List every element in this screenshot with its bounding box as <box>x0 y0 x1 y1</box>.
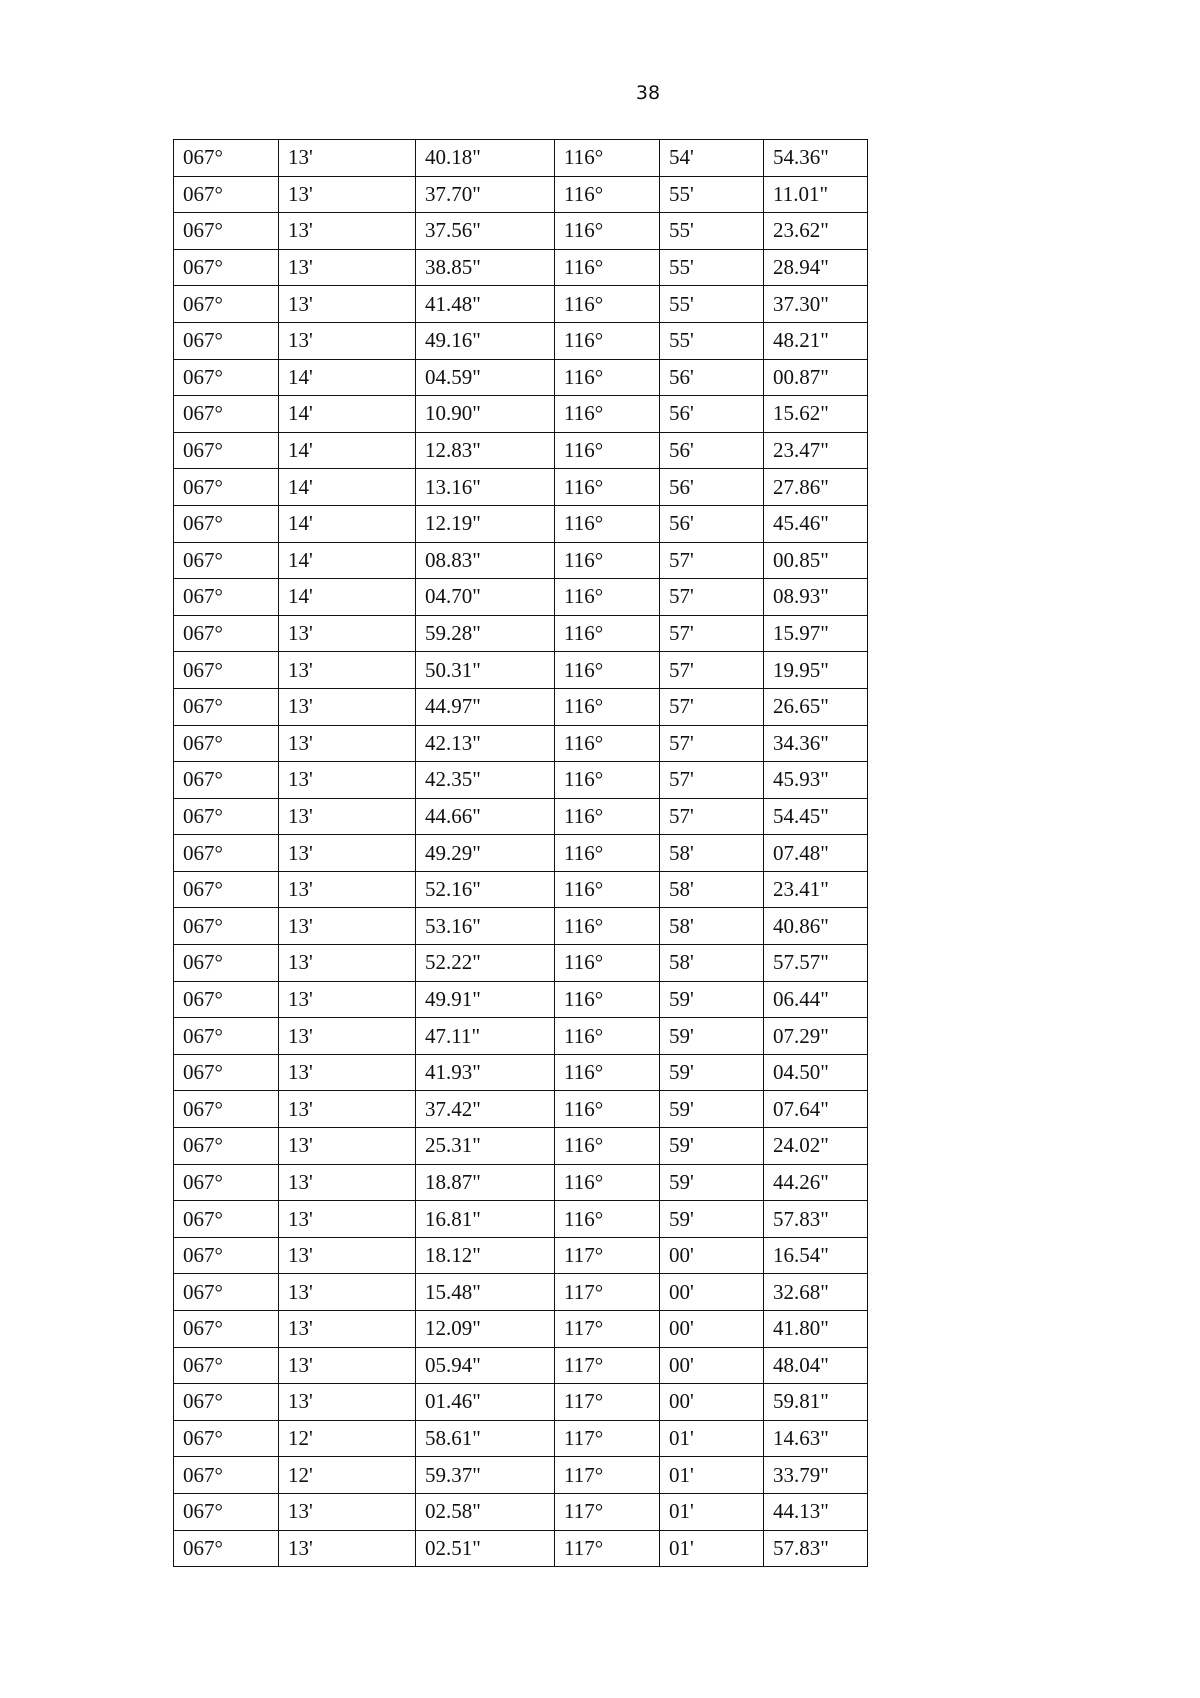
lat-minutes-cell: 13' <box>279 1384 416 1421</box>
coordinates-table <box>173 139 868 1567</box>
lon-seconds-cell: 23.47" <box>764 432 868 469</box>
lat-seconds-cell: 49.29" <box>416 835 555 872</box>
lat-degrees-cell: 067° <box>174 176 279 213</box>
lat-minutes-cell: 14' <box>279 396 416 433</box>
lon-minutes-cell: 57' <box>660 762 764 799</box>
lon-minutes-cell: 55' <box>660 213 764 250</box>
lon-minutes-cell: 57' <box>660 615 764 652</box>
lon-minutes-cell: 01' <box>660 1457 764 1494</box>
lat-degrees-cell: 067° <box>174 1420 279 1457</box>
lat-seconds-cell: 53.16" <box>416 908 555 945</box>
lat-degrees-cell: 067° <box>174 322 279 359</box>
lat-degrees-cell: 067° <box>174 652 279 689</box>
lat-minutes-cell: 13' <box>279 213 416 250</box>
table-row <box>174 908 868 945</box>
table-row <box>174 798 868 835</box>
lat-minutes-cell: 13' <box>279 981 416 1018</box>
lon-seconds-cell: 34.36" <box>764 725 868 762</box>
lon-seconds-cell: 07.29" <box>764 1018 868 1055</box>
lat-degrees-cell: 067° <box>174 725 279 762</box>
lat-degrees-cell: 067° <box>174 396 279 433</box>
table-row <box>174 1201 868 1238</box>
table-row <box>174 322 868 359</box>
lat-seconds-cell: 08.83" <box>416 542 555 579</box>
lat-seconds-cell: 12.09" <box>416 1311 555 1348</box>
lat-seconds-cell: 41.93" <box>416 1054 555 1091</box>
table-row <box>174 1128 868 1165</box>
lon-degrees-cell: 116° <box>555 1128 660 1165</box>
lon-minutes-cell: 55' <box>660 322 764 359</box>
lon-degrees-cell: 116° <box>555 615 660 652</box>
table-row <box>174 1457 868 1494</box>
table-row <box>174 140 868 177</box>
lon-degrees-cell: 116° <box>555 871 660 908</box>
lat-degrees-cell: 067° <box>174 1164 279 1201</box>
lon-minutes-cell: 58' <box>660 908 764 945</box>
lat-minutes-cell: 14' <box>279 469 416 506</box>
table-row <box>174 1237 868 1274</box>
lon-seconds-cell: 48.21" <box>764 322 868 359</box>
lon-minutes-cell: 00' <box>660 1311 764 1348</box>
lat-seconds-cell: 49.91" <box>416 981 555 1018</box>
lon-minutes-cell: 00' <box>660 1347 764 1384</box>
lat-seconds-cell: 01.46" <box>416 1384 555 1421</box>
table-row <box>174 505 868 542</box>
lon-degrees-cell: 116° <box>555 981 660 1018</box>
lat-seconds-cell: 15.48" <box>416 1274 555 1311</box>
lat-degrees-cell: 067° <box>174 505 279 542</box>
lat-minutes-cell: 13' <box>279 286 416 323</box>
lon-seconds-cell: 32.68" <box>764 1274 868 1311</box>
lon-minutes-cell: 54' <box>660 140 764 177</box>
lat-minutes-cell: 13' <box>279 688 416 725</box>
lon-seconds-cell: 00.85" <box>764 542 868 579</box>
lat-minutes-cell: 13' <box>279 1311 416 1348</box>
lon-degrees-cell: 116° <box>555 1201 660 1238</box>
lon-seconds-cell: 57.83" <box>764 1530 868 1567</box>
lat-seconds-cell: 44.97" <box>416 688 555 725</box>
table-row <box>174 1274 868 1311</box>
lon-minutes-cell: 59' <box>660 1164 764 1201</box>
table-row <box>174 286 868 323</box>
lon-seconds-cell: 19.95" <box>764 652 868 689</box>
lon-seconds-cell: 59.81" <box>764 1384 868 1421</box>
lat-degrees-cell: 067° <box>174 1274 279 1311</box>
lat-minutes-cell: 14' <box>279 542 416 579</box>
lat-seconds-cell: 04.59" <box>416 359 555 396</box>
lat-minutes-cell: 13' <box>279 652 416 689</box>
lon-minutes-cell: 57' <box>660 542 764 579</box>
lon-seconds-cell: 06.44" <box>764 981 868 1018</box>
lat-seconds-cell: 02.51" <box>416 1530 555 1567</box>
table-row <box>174 542 868 579</box>
table-row <box>174 1164 868 1201</box>
lat-seconds-cell: 49.16" <box>416 322 555 359</box>
lat-seconds-cell: 02.58" <box>416 1493 555 1530</box>
table-row <box>174 396 868 433</box>
lon-degrees-cell: 116° <box>555 908 660 945</box>
lon-degrees-cell: 116° <box>555 176 660 213</box>
lon-degrees-cell: 116° <box>555 432 660 469</box>
lon-seconds-cell: 00.87" <box>764 359 868 396</box>
lat-degrees-cell: 067° <box>174 579 279 616</box>
lat-minutes-cell: 13' <box>279 615 416 652</box>
lon-minutes-cell: 57' <box>660 652 764 689</box>
lat-seconds-cell: 18.12" <box>416 1237 555 1274</box>
lat-seconds-cell: 13.16" <box>416 469 555 506</box>
lat-degrees-cell: 067° <box>174 286 279 323</box>
lon-minutes-cell: 01' <box>660 1420 764 1457</box>
lat-seconds-cell: 12.83" <box>416 432 555 469</box>
table-row <box>174 432 868 469</box>
lat-seconds-cell: 04.70" <box>416 579 555 616</box>
lon-seconds-cell: 48.04" <box>764 1347 868 1384</box>
lat-seconds-cell: 37.56" <box>416 213 555 250</box>
lat-degrees-cell: 067° <box>174 469 279 506</box>
lat-degrees-cell: 067° <box>174 1054 279 1091</box>
table-row <box>174 688 868 725</box>
lon-seconds-cell: 44.26" <box>764 1164 868 1201</box>
lat-degrees-cell: 067° <box>174 798 279 835</box>
lon-degrees-cell: 117° <box>555 1493 660 1530</box>
lon-seconds-cell: 44.13" <box>764 1493 868 1530</box>
lon-minutes-cell: 56' <box>660 505 764 542</box>
table-row <box>174 1311 868 1348</box>
lon-degrees-cell: 116° <box>555 542 660 579</box>
lat-degrees-cell: 067° <box>174 1311 279 1348</box>
lat-minutes-cell: 14' <box>279 359 416 396</box>
lat-seconds-cell: 59.37" <box>416 1457 555 1494</box>
lat-seconds-cell: 12.19" <box>416 505 555 542</box>
lat-minutes-cell: 13' <box>279 835 416 872</box>
lon-degrees-cell: 116° <box>555 725 660 762</box>
lat-seconds-cell: 25.31" <box>416 1128 555 1165</box>
lat-degrees-cell: 067° <box>174 432 279 469</box>
lat-degrees-cell: 067° <box>174 1493 279 1530</box>
lon-degrees-cell: 116° <box>555 762 660 799</box>
lat-degrees-cell: 067° <box>174 249 279 286</box>
lon-degrees-cell: 116° <box>555 469 660 506</box>
lon-degrees-cell: 116° <box>555 798 660 835</box>
lon-degrees-cell: 116° <box>555 1091 660 1128</box>
lat-minutes-cell: 13' <box>279 322 416 359</box>
lon-seconds-cell: 11.01" <box>764 176 868 213</box>
lon-degrees-cell: 116° <box>555 505 660 542</box>
lon-degrees-cell: 116° <box>555 1164 660 1201</box>
lon-degrees-cell: 117° <box>555 1311 660 1348</box>
lat-minutes-cell: 13' <box>279 725 416 762</box>
lat-seconds-cell: 40.18" <box>416 140 555 177</box>
lon-degrees-cell: 116° <box>555 1054 660 1091</box>
coordinates-table-body <box>174 140 868 1567</box>
lat-minutes-cell: 13' <box>279 1091 416 1128</box>
lon-minutes-cell: 59' <box>660 1018 764 1055</box>
lat-seconds-cell: 58.61" <box>416 1420 555 1457</box>
lat-minutes-cell: 13' <box>279 945 416 982</box>
table-row <box>174 1018 868 1055</box>
lat-minutes-cell: 14' <box>279 505 416 542</box>
lon-minutes-cell: 57' <box>660 725 764 762</box>
lat-minutes-cell: 13' <box>279 908 416 945</box>
lon-degrees-cell: 116° <box>555 1018 660 1055</box>
lon-seconds-cell: 07.64" <box>764 1091 868 1128</box>
lat-degrees-cell: 067° <box>174 688 279 725</box>
lon-minutes-cell: 57' <box>660 798 764 835</box>
lon-seconds-cell: 37.30" <box>764 286 868 323</box>
lat-degrees-cell: 067° <box>174 1128 279 1165</box>
lat-seconds-cell: 52.22" <box>416 945 555 982</box>
lat-seconds-cell: 16.81" <box>416 1201 555 1238</box>
lat-seconds-cell: 47.11" <box>416 1018 555 1055</box>
table-row <box>174 1054 868 1091</box>
lat-minutes-cell: 13' <box>279 1530 416 1567</box>
lat-degrees-cell: 067° <box>174 1018 279 1055</box>
lon-minutes-cell: 01' <box>660 1493 764 1530</box>
lon-seconds-cell: 08.93" <box>764 579 868 616</box>
lat-seconds-cell: 44.66" <box>416 798 555 835</box>
lon-seconds-cell: 57.83" <box>764 1201 868 1238</box>
lon-seconds-cell: 41.80" <box>764 1311 868 1348</box>
lat-degrees-cell: 067° <box>174 1530 279 1567</box>
table-row <box>174 1530 868 1567</box>
lon-degrees-cell: 116° <box>555 688 660 725</box>
lon-minutes-cell: 56' <box>660 432 764 469</box>
lon-degrees-cell: 116° <box>555 213 660 250</box>
lon-minutes-cell: 59' <box>660 1128 764 1165</box>
lon-degrees-cell: 116° <box>555 359 660 396</box>
lat-minutes-cell: 13' <box>279 176 416 213</box>
lat-minutes-cell: 13' <box>279 1274 416 1311</box>
lon-degrees-cell: 117° <box>555 1274 660 1311</box>
lon-seconds-cell: 57.57" <box>764 945 868 982</box>
lat-seconds-cell: 59.28" <box>416 615 555 652</box>
lon-seconds-cell: 45.93" <box>764 762 868 799</box>
page-number: 38 <box>635 82 661 104</box>
lat-minutes-cell: 13' <box>279 1018 416 1055</box>
lat-degrees-cell: 067° <box>174 1384 279 1421</box>
table-row <box>174 1420 868 1457</box>
table-row <box>174 615 868 652</box>
lon-seconds-cell: 45.46" <box>764 505 868 542</box>
lat-degrees-cell: 067° <box>174 945 279 982</box>
table-row <box>174 213 868 250</box>
lat-minutes-cell: 13' <box>279 1347 416 1384</box>
lon-degrees-cell: 116° <box>555 286 660 323</box>
lat-degrees-cell: 067° <box>174 1201 279 1238</box>
lat-seconds-cell: 05.94" <box>416 1347 555 1384</box>
lat-degrees-cell: 067° <box>174 1091 279 1128</box>
lat-seconds-cell: 52.16" <box>416 871 555 908</box>
lat-minutes-cell: 13' <box>279 249 416 286</box>
lon-minutes-cell: 00' <box>660 1237 764 1274</box>
lon-seconds-cell: 40.86" <box>764 908 868 945</box>
lon-degrees-cell: 116° <box>555 249 660 286</box>
table-row <box>174 359 868 396</box>
lat-degrees-cell: 067° <box>174 213 279 250</box>
lon-minutes-cell: 59' <box>660 1091 764 1128</box>
lon-seconds-cell: 04.50" <box>764 1054 868 1091</box>
lat-minutes-cell: 14' <box>279 432 416 469</box>
lon-degrees-cell: 117° <box>555 1530 660 1567</box>
table-row <box>174 176 868 213</box>
lon-minutes-cell: 00' <box>660 1274 764 1311</box>
table-row <box>174 725 868 762</box>
lon-seconds-cell: 15.97" <box>764 615 868 652</box>
table-row <box>174 1384 868 1421</box>
lat-minutes-cell: 13' <box>279 1164 416 1201</box>
lat-degrees-cell: 067° <box>174 1457 279 1494</box>
table-row <box>174 469 868 506</box>
lon-minutes-cell: 58' <box>660 835 764 872</box>
lat-minutes-cell: 13' <box>279 1128 416 1165</box>
lon-seconds-cell: 54.36" <box>764 140 868 177</box>
lon-minutes-cell: 59' <box>660 981 764 1018</box>
lat-minutes-cell: 13' <box>279 1201 416 1238</box>
lon-degrees-cell: 116° <box>555 945 660 982</box>
lat-degrees-cell: 067° <box>174 1347 279 1384</box>
lon-degrees-cell: 116° <box>555 579 660 616</box>
lon-seconds-cell: 16.54" <box>764 1237 868 1274</box>
lat-seconds-cell: 42.13" <box>416 725 555 762</box>
lon-minutes-cell: 57' <box>660 688 764 725</box>
lat-degrees-cell: 067° <box>174 981 279 1018</box>
lon-seconds-cell: 23.62" <box>764 213 868 250</box>
lon-seconds-cell: 33.79" <box>764 1457 868 1494</box>
lon-degrees-cell: 117° <box>555 1347 660 1384</box>
lon-minutes-cell: 55' <box>660 176 764 213</box>
lat-minutes-cell: 13' <box>279 140 416 177</box>
lon-degrees-cell: 116° <box>555 140 660 177</box>
table-row <box>174 871 868 908</box>
lat-degrees-cell: 067° <box>174 762 279 799</box>
lat-seconds-cell: 50.31" <box>416 652 555 689</box>
lat-degrees-cell: 067° <box>174 615 279 652</box>
lon-degrees-cell: 117° <box>555 1457 660 1494</box>
lat-seconds-cell: 41.48" <box>416 286 555 323</box>
lat-seconds-cell: 42.35" <box>416 762 555 799</box>
table-row <box>174 1493 868 1530</box>
lat-minutes-cell: 13' <box>279 798 416 835</box>
lat-minutes-cell: 13' <box>279 1054 416 1091</box>
table-row <box>174 762 868 799</box>
lat-minutes-cell: 13' <box>279 1237 416 1274</box>
lat-minutes-cell: 13' <box>279 762 416 799</box>
lon-degrees-cell: 116° <box>555 396 660 433</box>
table-row <box>174 981 868 1018</box>
lon-minutes-cell: 00' <box>660 1384 764 1421</box>
lat-degrees-cell: 067° <box>174 908 279 945</box>
lon-minutes-cell: 55' <box>660 286 764 323</box>
lon-minutes-cell: 58' <box>660 945 764 982</box>
lon-degrees-cell: 116° <box>555 652 660 689</box>
lon-minutes-cell: 56' <box>660 469 764 506</box>
table-row <box>174 1347 868 1384</box>
lat-degrees-cell: 067° <box>174 871 279 908</box>
lat-seconds-cell: 10.90" <box>416 396 555 433</box>
lon-degrees-cell: 117° <box>555 1420 660 1457</box>
lon-seconds-cell: 28.94" <box>764 249 868 286</box>
lat-degrees-cell: 067° <box>174 542 279 579</box>
lon-seconds-cell: 14.63" <box>764 1420 868 1457</box>
lat-degrees-cell: 067° <box>174 140 279 177</box>
lat-seconds-cell: 38.85" <box>416 249 555 286</box>
lon-minutes-cell: 58' <box>660 871 764 908</box>
table-row <box>174 945 868 982</box>
lat-minutes-cell: 12' <box>279 1457 416 1494</box>
lon-degrees-cell: 117° <box>555 1384 660 1421</box>
lon-seconds-cell: 26.65" <box>764 688 868 725</box>
lon-degrees-cell: 117° <box>555 1237 660 1274</box>
lat-minutes-cell: 13' <box>279 871 416 908</box>
table-row <box>174 835 868 872</box>
lon-seconds-cell: 54.45" <box>764 798 868 835</box>
lat-minutes-cell: 14' <box>279 579 416 616</box>
lon-minutes-cell: 56' <box>660 359 764 396</box>
lon-minutes-cell: 01' <box>660 1530 764 1567</box>
lon-minutes-cell: 56' <box>660 396 764 433</box>
table-row <box>174 249 868 286</box>
lat-seconds-cell: 37.70" <box>416 176 555 213</box>
lat-minutes-cell: 12' <box>279 1420 416 1457</box>
lon-minutes-cell: 59' <box>660 1201 764 1238</box>
lon-seconds-cell: 23.41" <box>764 871 868 908</box>
lon-seconds-cell: 07.48" <box>764 835 868 872</box>
lon-seconds-cell: 27.86" <box>764 469 868 506</box>
lon-minutes-cell: 57' <box>660 579 764 616</box>
lon-seconds-cell: 24.02" <box>764 1128 868 1165</box>
lat-degrees-cell: 067° <box>174 835 279 872</box>
table-row <box>174 1091 868 1128</box>
lon-degrees-cell: 116° <box>555 835 660 872</box>
table-row <box>174 652 868 689</box>
lon-minutes-cell: 55' <box>660 249 764 286</box>
lat-seconds-cell: 18.87" <box>416 1164 555 1201</box>
lon-degrees-cell: 116° <box>555 322 660 359</box>
lat-degrees-cell: 067° <box>174 1237 279 1274</box>
lat-seconds-cell: 37.42" <box>416 1091 555 1128</box>
lat-minutes-cell: 13' <box>279 1493 416 1530</box>
lon-minutes-cell: 59' <box>660 1054 764 1091</box>
lat-degrees-cell: 067° <box>174 359 279 396</box>
lon-seconds-cell: 15.62" <box>764 396 868 433</box>
table-row <box>174 579 868 616</box>
